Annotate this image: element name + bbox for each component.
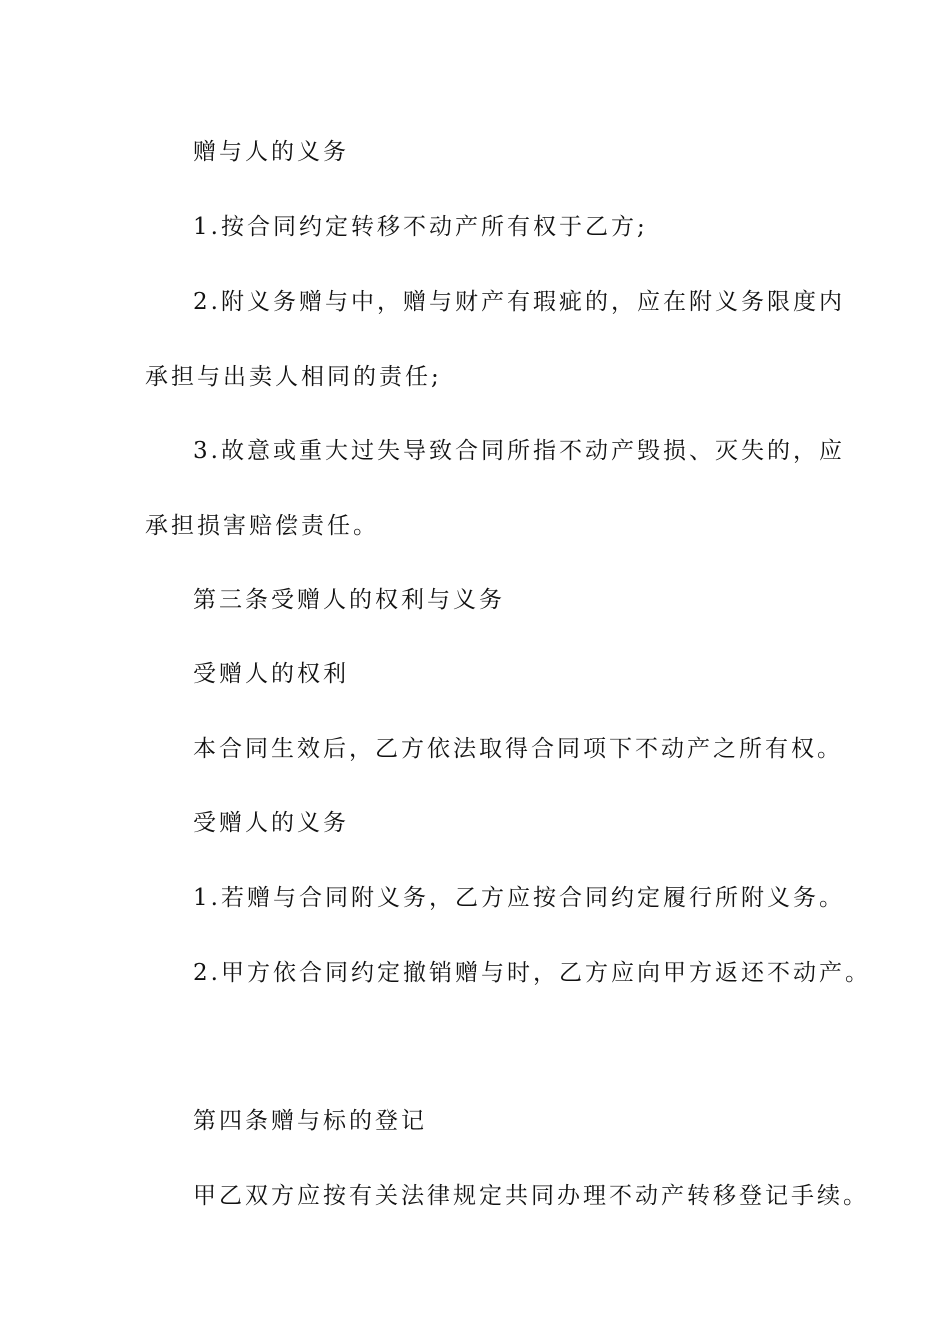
heading-donee-obligations: 受赠人的义务 [193,810,349,836]
heading-donee-rights: 受赠人的权利 [193,661,349,687]
paragraph-item-1: 1.按合同约定转移不动产所有权于乙方; [193,214,648,240]
heading-donor-obligations: 赠与人的义务 [193,139,349,165]
paragraph-item-2-line-2: 承担与出卖人相同的责任; [145,364,442,390]
heading-article-4: 第四条赠与标的登记 [193,1108,427,1134]
paragraph-donee-item-1: 1.若赠与合同附义务，乙方应按合同约定履行所附义务。 [193,885,845,911]
heading-article-3: 第三条受赠人的权利与义务 [193,587,505,613]
paragraph-donee-rights: 本合同生效后，乙方依法取得合同项下不动产之所有权。 [193,736,843,762]
paragraph-registration: 甲乙双方应按有关法律规定共同办理不动产转移登记手续。 [193,1183,869,1209]
paragraph-item-2-line-1: 2.附义务赠与中，赠与财产有瑕疵的，应在附义务限度内 [193,289,845,315]
paragraph-item-3-line-1: 3.故意或重大过失导致合同所指不动产毁损、灭失的，应 [193,438,845,464]
paragraph-item-3-line-2: 承担损害赔偿责任。 [145,513,379,539]
paragraph-donee-item-2: 2.甲方依合同约定撤销赠与时，乙方应向甲方返还不动产。 [193,960,871,986]
